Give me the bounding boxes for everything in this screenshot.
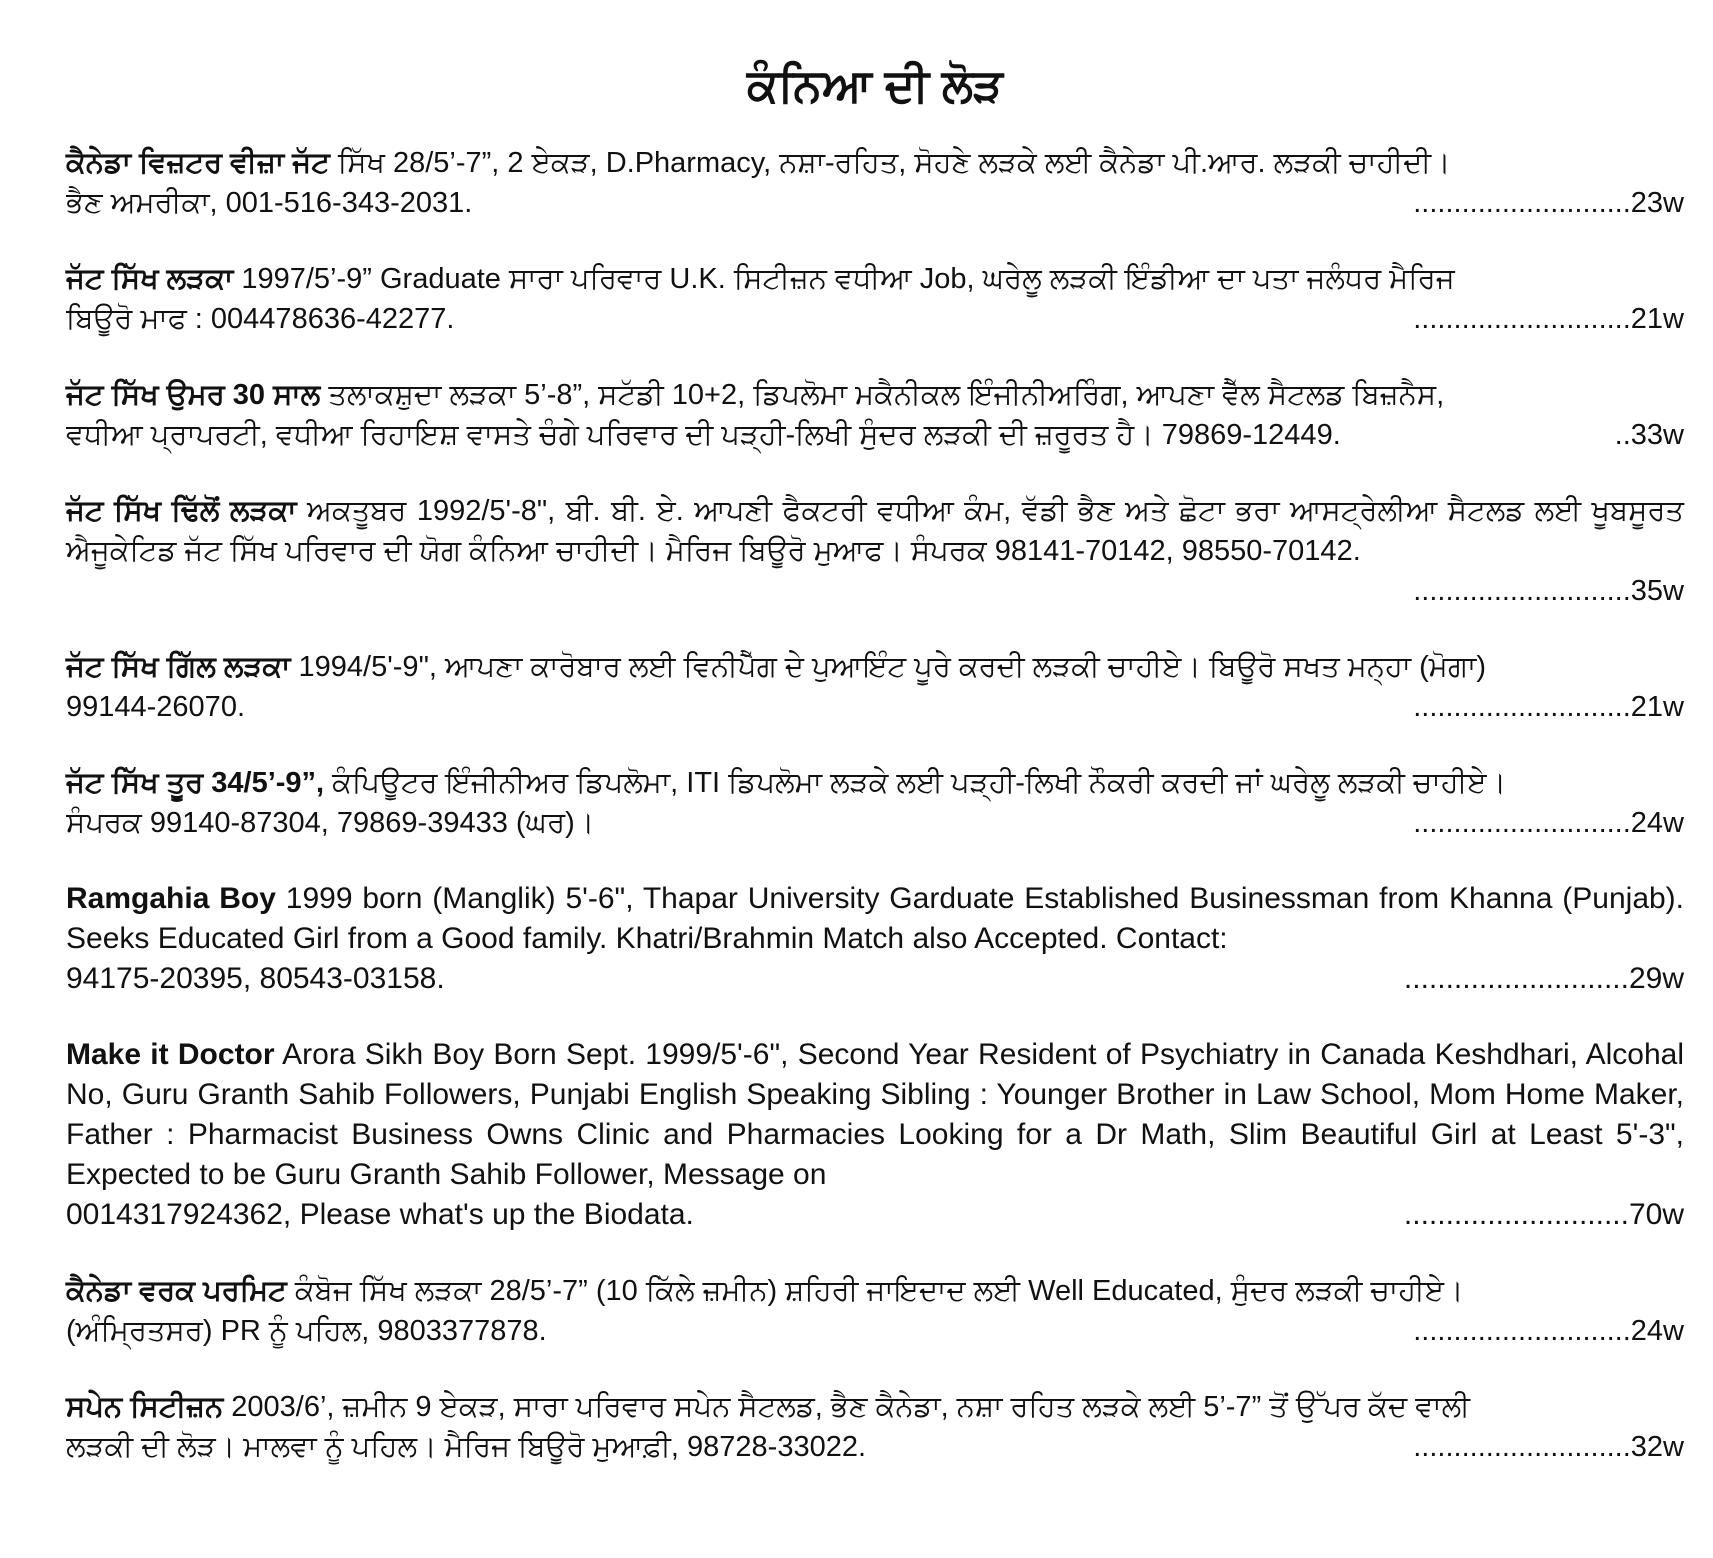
ad-headline: ਜੱਟ ਸਿੱਖ ਢਿੱਲੋਂ ਲੜਕਾ [66,494,297,527]
ad-footer [66,1311,1684,1351]
ad-headline: ਜੱਟ ਸਿੱਖ ਗਿੱਲ ਲੜਕਾ [66,650,291,683]
classified-ad [66,879,1684,999]
ad-body [66,879,1684,959]
classified-page [66,60,1684,1503]
ad-description: Arora Sikh Boy Born Sept. 1999/5'-6", Second Year Resident of Psychiatry in Canada Keshdhari, Alcohal No, Guru Granth Sahib Followers, Punjabi English Speaking Sibling : Younger Brother in Law School, Mom Home Maker, Father : Pharmacist Business Owns Clinic and Pharmacies Looking for a Dr Math, Slim Beautiful Girl at Least 5'-3", Expected to be Guru Granth Sahib Follower, Message on [66,1037,1684,1191]
classified-ad [66,143,1684,223]
ad-contact: 99144-26070. [66,690,245,723]
ad-description: 1999 born (Manglik) 5'-6", Thapar University Garduate Established Businessman from Khanna (Punjab). Seeks Educated Girl from a Good family. Khatri/Brahmin Match also Accepted. Contact: [66,881,1685,955]
ad-footer [66,299,1684,339]
ad-body [66,647,1684,687]
ad-word-count: ..33w [1614,418,1684,451]
ad-body [66,143,1684,183]
ad-contact: (ਅੰਮ੍ਰਿਤਸਰ) PR ਨੂੰ ਪਹਿਲ, 9803377878. [66,1314,547,1347]
ad-footer [66,1195,1684,1235]
ad-headline: ਕੈਨੇਡਾ ਵਰਕ ਪਰਮਿਟ [66,1274,287,1307]
ad-description: ਕੰਪਿਊਟਰ ਇੰਜੀਨੀਅਰ ਡਿਪਲੋਮਾ, ITI ਡਿਪਲੋਮਾ ਲੜਕੇ ਲਈ ਪੜ੍ਹੀ-ਲਿਖੀ ਨੌਕਰੀ ਕਰਦੀ ਜਾਂ ਘਰੇਲੂ ਲੜਕੀ ਚਾਹੀਏ। [324,766,1507,799]
ad-body [66,375,1684,415]
ad-headline: Ramgahia Boy [66,881,276,915]
ad-body [66,1387,1684,1427]
ad-headline: ਜੱਟ ਸਿੱਖ ਤੂਰ 34/5’-9”, [66,766,325,799]
ad-description: 1994/5'-9", ਆਪਣਾ ਕਾਰੋਬਾਰ ਲਈ ਵਿਨੀਪੈੱਗ ਦੇ ਪੁਆਇੰਟ ਪੂਰੇ ਕਰਦੀ ਲੜਕੀ ਚਾਹੀਏ। ਬਿਊਰੋ ਸਖਤ ਮਨ੍ਹਾ (ਮੋਗਾ) [290,650,1487,683]
classified-ad [66,375,1684,455]
classified-ad [66,1035,1684,1235]
classified-ad [66,259,1684,339]
ad-body [66,491,1684,571]
ad-contact: 94175-20395, 80543-03158. [66,961,445,995]
ad-contact: 0014317924362, Please what's up the Biodata. [66,1197,694,1231]
ad-word-count: ...........................24w [1413,1314,1684,1347]
ad-word-count: ...........................70w [1403,1197,1684,1231]
ad-footer [66,183,1684,223]
ad-contact: ਬਿਊਰੋ ਮਾਫ : 004478636-42277. [66,302,455,335]
ad-contact: ਸੰਪਰਕ 99140-87304, 79869-39433 (ਘਰ)। [66,806,595,839]
ad-description: 1997/5’-9” Graduate ਸਾਰਾ ਪਰਿਵਾਰ U.K. ਸਿਟੀਜ਼ਨ ਵਧੀਆ Job, ਘਰੇਲੂ ਲੜਕੀ ਇੰਡੀਆ ਦਾ ਪਤਾ ਜਲੰਧਰ ਮੈਰਿਜ [233,262,1455,295]
classified-ad [66,491,1684,611]
ad-description: ਕੰਬੋਜ ਸਿੱਖ ਲੜਕਾ 28/5’-7” (10 ਕਿੱਲੇ ਜ਼ਮੀਨ) ਸ਼ਹਿਰੀ ਜਾਇਦਾਦ ਲਈ Well Educated, ਸੁੰਦਰ ਲੜਕੀ ਚਾਹੀਏ। [286,1274,1464,1307]
ad-description: 2003/6’, ਜ਼ਮੀਨ 9 ਏਕੜ, ਸਾਰਾ ਪਰਿਵਾਰ ਸਪੇਨ ਸੈਟਲਡ, ਭੈਣ ਕੈਨੇਡਾ, ਨਸ਼ਾ ਰਹਿਤ ਲੜਕੇ ਲਈ 5’-7” ਤੋਂ ਉੱਪਰ ਕੱਦ ਵਾਲੀ [223,1390,1470,1423]
ad-headline: ਕੈਨੇਡਾ ਵਿਜ਼ਟਰ ਵੀਜ਼ਾ ਜੱਟ [66,146,330,179]
ad-body [66,763,1684,803]
ad-word-count: ...........................23w [1413,186,1684,219]
ad-footer [66,959,1684,999]
ad-footer [66,687,1684,727]
classified-ad [66,1387,1684,1467]
classified-ad [66,647,1684,727]
ad-word-count: ...........................21w [1413,302,1684,335]
ad-description: ਅਕਤੂਬਰ 1992/5'-8", ਬੀ. ਬੀ. ਏ. ਆਪਣੀ ਫੈਕਟਰੀ ਵਧੀਆ ਕੰਮ, ਵੱਡੀ ਭੈਣ ਅਤੇ ਛੋਟਾ ਭਰਾ ਆਸਟ੍ਰੇਲੀਆ ਸੈਟਲਡ ਲਈ ਖੂਬਸੂਰਤ ਐਜੂਕੇਟਿਡ ਜੱਟ ਸਿੱਖ ਪਰਿਵਾਰ ਦੀ ਯੋਗ ਕੰਨਿਆ ਚਾਹੀਦੀ। ਮੈਰਿਜ ਬਿਊਰੋ ਮੁਆਫ। ਸੰਪਰਕ 98141-70142, 98550-70142. [66,494,1684,567]
classified-ad [66,763,1684,843]
ad-word-count: ...........................24w [1413,806,1684,839]
classified-ad [66,1271,1684,1351]
ad-contact: ਲੜਕੀ ਦੀ ਲੋੜ। ਮਾਲਵਾ ਨੂੰ ਪਹਿਲ। ਮੈਰਿਜ ਬਿਊਰੋ ਮੁਆਫ਼ੀ, 98728-33022. [66,1430,867,1463]
ad-word-count: ...........................32w [1413,1430,1684,1463]
ad-body [66,259,1684,299]
ad-contact: ਵਧੀਆ ਪ੍ਰਾਪਰਟੀ, ਵਧੀਆ ਰਿਹਾਇਸ਼ ਵਾਸਤੇ ਚੰਗੇ ਪਰਿਵਾਰ ਦੀ ਪੜ੍ਹੀ-ਲਿਖੀ ਸੁੰਦਰ ਲੜਕੀ ਦੀ ਜ਼ਰੂਰਤ ਹੈ। 79869-12449. [66,418,1341,451]
ad-body [66,1035,1684,1195]
ad-footer [66,1427,1684,1467]
ad-word-count: ...........................35w [1413,574,1684,607]
ad-contact: ਭੈਣ ਅਮਰੀਕਾ, 001-516-343-2031. [66,186,473,219]
ad-footer [66,571,1684,611]
ad-footer [66,803,1684,843]
ad-description: ਸਿੱਖ 28/5’-7”, 2 ਏਕੜ, D.Pharmacy, ਨਸ਼ਾ-ਰਹਿਤ, ਸੋਹਣੇ ਲੜਕੇ ਲਈ ਕੈਨੇਡਾ ਪੀ.ਆਰ. ਲੜਕੀ ਚਾਹੀਦੀ। [329,146,1451,179]
ad-headline: ਸਪੇਨ ਸਿਟੀਜ਼ਨ [66,1390,224,1423]
ad-description: ਤਲਾਕਸ਼ੁਦਾ ਲੜਕਾ 5’-8”, ਸਟੱਡੀ 10+2, ਡਿਪਲੋਮਾ ਮਕੈਨੀਕਲ ਇੰਜੀਨੀਅਰਿੰਗ, ਆਪਣਾ ਵੈੱਲ ਸੈਟਲਡ ਬਿਜ਼ਨੈਸ, [320,378,1445,411]
page-title: ਕੰਨਿਆ ਦੀ ਲੋੜ [747,59,1003,111]
ad-body [66,1271,1684,1311]
ad-word-count: ...........................21w [1413,690,1684,723]
ad-headline: Make it Doctor [66,1037,275,1071]
ad-headline: ਜੱਟ ਸਿੱਖ ਲੜਕਾ [66,262,234,295]
ad-headline: ਜੱਟ ਸਿੱਖ ਉਮਰ 30 ਸਾਲ [66,378,321,411]
ad-word-count: ...........................29w [1403,961,1684,995]
ad-footer [66,415,1684,455]
